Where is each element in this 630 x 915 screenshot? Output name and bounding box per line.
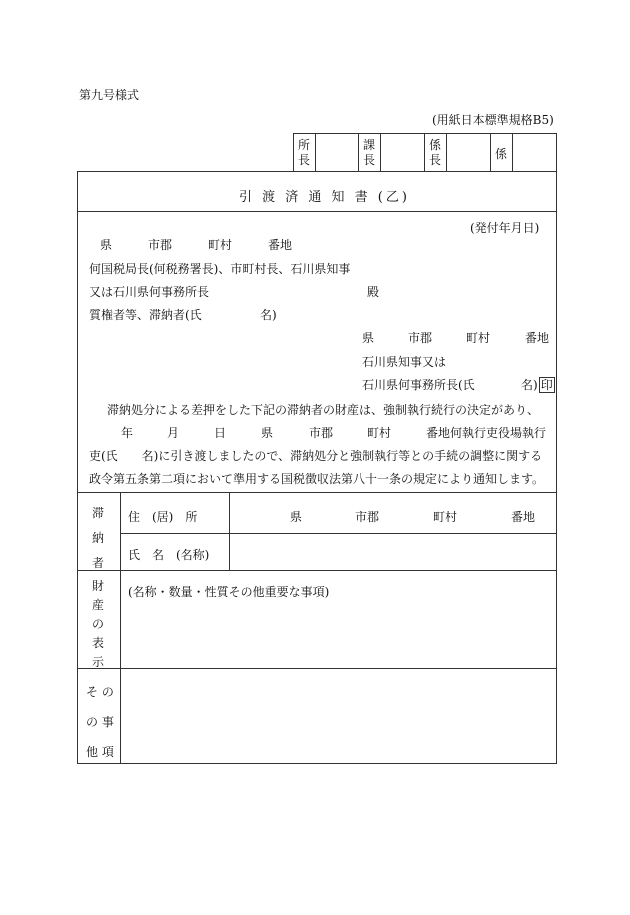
addressee-shigun: 市郡 xyxy=(148,238,173,252)
delinquent-heading: 滞 納 者 xyxy=(92,506,105,570)
body-hi: 日 xyxy=(214,426,227,440)
body-nen: 年 xyxy=(121,426,134,440)
sender-line3-name: 名) 印 xyxy=(521,378,553,392)
addressee-line3: 又は石川県何事務所長 xyxy=(89,285,210,299)
body-line3: 吏(氏 名)に引き渡しましたので、滞納処分と強制執行等との手続の調整に関する xyxy=(89,449,543,463)
approval-shocho-label: 所 長 xyxy=(298,138,311,167)
approval-kakari-label: 係 xyxy=(495,147,508,161)
body-tsuki: 月 xyxy=(167,426,180,440)
property-heading: 財 産 の 表 示 xyxy=(92,579,105,669)
addressee-chouson: 町村 xyxy=(208,238,233,252)
sender-line2: 石川県知事又は xyxy=(362,355,447,369)
document-title: 引 渡 済 通 知 書 (乙) xyxy=(239,190,410,205)
sender-banchi: 番地 xyxy=(525,331,550,345)
sender-chouson: 町村 xyxy=(466,331,491,345)
body-shigun: 市郡 xyxy=(309,426,334,440)
address-ken: 県 xyxy=(290,510,303,524)
approval-kakaricho-label: 係 長 xyxy=(429,138,442,167)
addressee-ken: 県 xyxy=(100,238,113,252)
address-chouson: 町村 xyxy=(433,510,458,524)
addressee-line4: 質権者等、滞納者(氏 xyxy=(89,308,202,322)
form-number: 第九号様式 xyxy=(79,88,140,102)
sender-ken: 県 xyxy=(362,331,375,345)
address-shigun: 市郡 xyxy=(355,510,380,524)
body-tail: 番地何執行吏役場執行 xyxy=(426,426,547,440)
body-chouson: 町村 xyxy=(367,426,392,440)
body-line4: 政令第五条第二項において準用する国税徴収法第八十一条の規定により通知します。 xyxy=(89,472,545,486)
addressee-banchi: 番地 xyxy=(268,238,293,252)
sender-line3: 石川県何事務所長(氏 xyxy=(362,378,475,392)
body-line1: 滞納処分による差押をした下記の滞納者の財産は、強制執行続行の決定があり、 xyxy=(107,403,540,417)
address-banchi: 番地 xyxy=(511,510,536,524)
property-note: (名称・数量・性質その他重要な事項) xyxy=(128,585,330,599)
addressee-line2: 何国税局長(何税務署長)、市町村長、石川県知事 xyxy=(89,262,351,276)
paper-size-note: (用紙日本標準規格B5) xyxy=(432,113,554,127)
sender-shigun: 市郡 xyxy=(408,331,433,345)
issue-date: (発付年月日) xyxy=(470,221,540,235)
body-ken: 県 xyxy=(261,426,274,440)
addressee-dono: 殿 xyxy=(367,285,380,299)
seal-stamp: 印 xyxy=(540,378,553,392)
approval-kacho-label: 課 長 xyxy=(363,138,376,167)
other-heading: そ の の 事 他 項 xyxy=(86,685,114,759)
address-label: 住 (居) 所 xyxy=(128,510,198,524)
addressee-line4-name: 名) xyxy=(260,308,277,322)
name-label: 氏 名 (名称) xyxy=(128,548,210,562)
